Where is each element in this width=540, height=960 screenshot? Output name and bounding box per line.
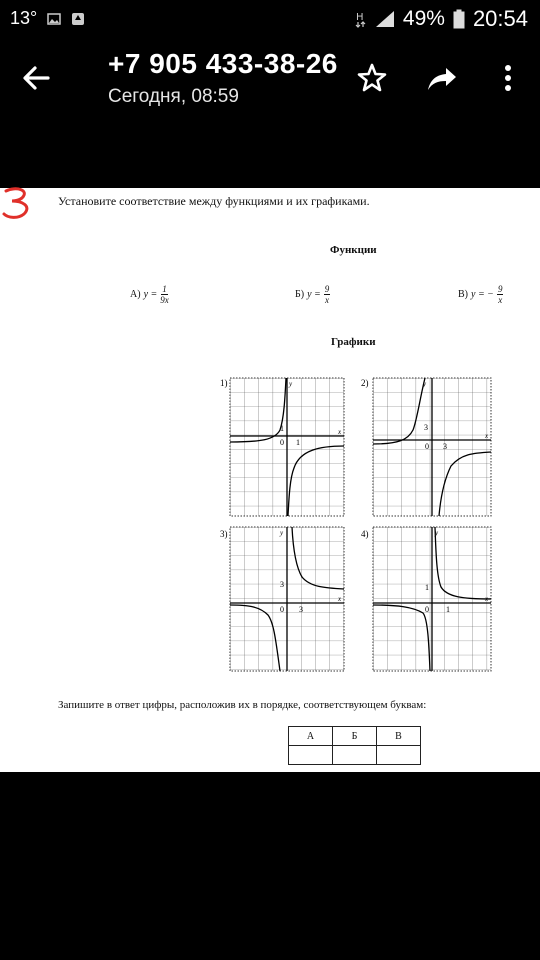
option-prefix: y =	[143, 289, 158, 300]
option-prefix: y = −	[471, 289, 494, 300]
fraction	[497, 284, 504, 305]
axis-y-label: y	[289, 380, 293, 388]
weather-temperature: 13°	[10, 8, 38, 28]
status-bar	[0, 0, 540, 38]
more-vert-icon[interactable]	[490, 60, 526, 96]
graph-label: 2)	[361, 378, 369, 388]
fraction	[160, 284, 169, 305]
battery-percent: 49%	[402, 7, 445, 30]
answer-header-c: В	[377, 727, 421, 746]
graph-label: 1)	[220, 378, 228, 388]
function-option-a	[130, 284, 169, 305]
origin-label: 0	[425, 442, 429, 451]
app-bar	[0, 38, 540, 118]
answer-cell-a	[289, 746, 333, 765]
graph-3	[220, 527, 344, 671]
function-option-b	[295, 284, 330, 305]
share-forward-icon[interactable]	[424, 60, 460, 96]
svg-text:H: H	[355, 12, 364, 23]
status-left	[10, 8, 85, 29]
tick-label-x: 1	[296, 438, 300, 447]
tick-label-y: 1	[425, 583, 429, 592]
fraction-numerator: 1	[162, 284, 167, 294]
handwritten-annotation	[0, 186, 40, 222]
fraction-denominator: x	[325, 295, 330, 305]
arrow-left-icon[interactable]	[18, 60, 54, 96]
attached-image[interactable]	[0, 188, 540, 772]
origin-label: 0	[425, 605, 429, 614]
recycle-notification-icon	[71, 12, 85, 26]
tick-label-y: 1	[280, 424, 284, 433]
option-letter: А)	[130, 289, 141, 300]
task-instruction: Установите соответствие между функциями и их графиками.	[58, 194, 370, 208]
option-letter: Б)	[295, 289, 305, 300]
function-option-c	[458, 284, 503, 305]
fraction-denominator: 9x	[160, 295, 169, 305]
status-right	[355, 6, 528, 32]
fraction-denominator: x	[498, 295, 503, 305]
answer-header-b: Б	[333, 727, 377, 746]
tick-label-x: 1	[446, 605, 450, 614]
tick-label-y: 3	[280, 580, 284, 589]
axis-x-label: x	[485, 432, 489, 440]
answer-table	[288, 726, 421, 765]
origin-label: 0	[280, 605, 284, 614]
tick-label-x: 3	[443, 442, 447, 451]
graphs-figure	[218, 374, 504, 674]
origin-label: 0	[280, 438, 284, 447]
graph-label: 4)	[361, 529, 369, 539]
graph-label: 3)	[220, 529, 228, 539]
fraction	[324, 284, 331, 305]
axis-y-label: y	[423, 380, 427, 388]
graph-1	[220, 378, 344, 516]
fraction-numerator: 9	[324, 284, 330, 294]
graph-4	[361, 527, 491, 671]
graphs-heading: Графики	[331, 336, 376, 348]
battery-icon	[453, 9, 465, 29]
data-transfer-icon	[355, 10, 367, 28]
option-prefix: y =	[307, 289, 321, 300]
functions-heading: Функции	[330, 244, 377, 256]
answer-table-header-row	[289, 727, 421, 746]
clock: 20:54	[472, 6, 528, 31]
graph-2	[361, 378, 491, 516]
star-icon[interactable]	[354, 60, 390, 96]
contact-phone-number: +7 905 433-38-26	[108, 48, 338, 79]
message-date: Сегодня, 08:59	[108, 86, 239, 107]
axis-x-label: x	[338, 428, 342, 436]
fraction-numerator: 9	[497, 284, 503, 294]
answer-header-a: А	[289, 727, 333, 746]
tick-label-y: 3	[424, 423, 428, 432]
image-notification-icon	[47, 12, 61, 26]
answer-table-value-row	[289, 746, 421, 765]
signal-strength-icon	[375, 10, 395, 28]
answer-instruction: Запишите в ответ цифры, расположив их в порядке, соответствующем буквам:	[58, 699, 427, 711]
tick-label-x: 3	[299, 605, 303, 614]
axis-y-label: y	[435, 529, 439, 537]
option-letter: В)	[458, 289, 468, 300]
axis-y-label: y	[280, 529, 284, 537]
answer-cell-b	[333, 746, 377, 765]
answer-cell-c	[377, 746, 421, 765]
axis-x-label: x	[338, 595, 342, 603]
axis-x-label: x	[485, 595, 489, 603]
